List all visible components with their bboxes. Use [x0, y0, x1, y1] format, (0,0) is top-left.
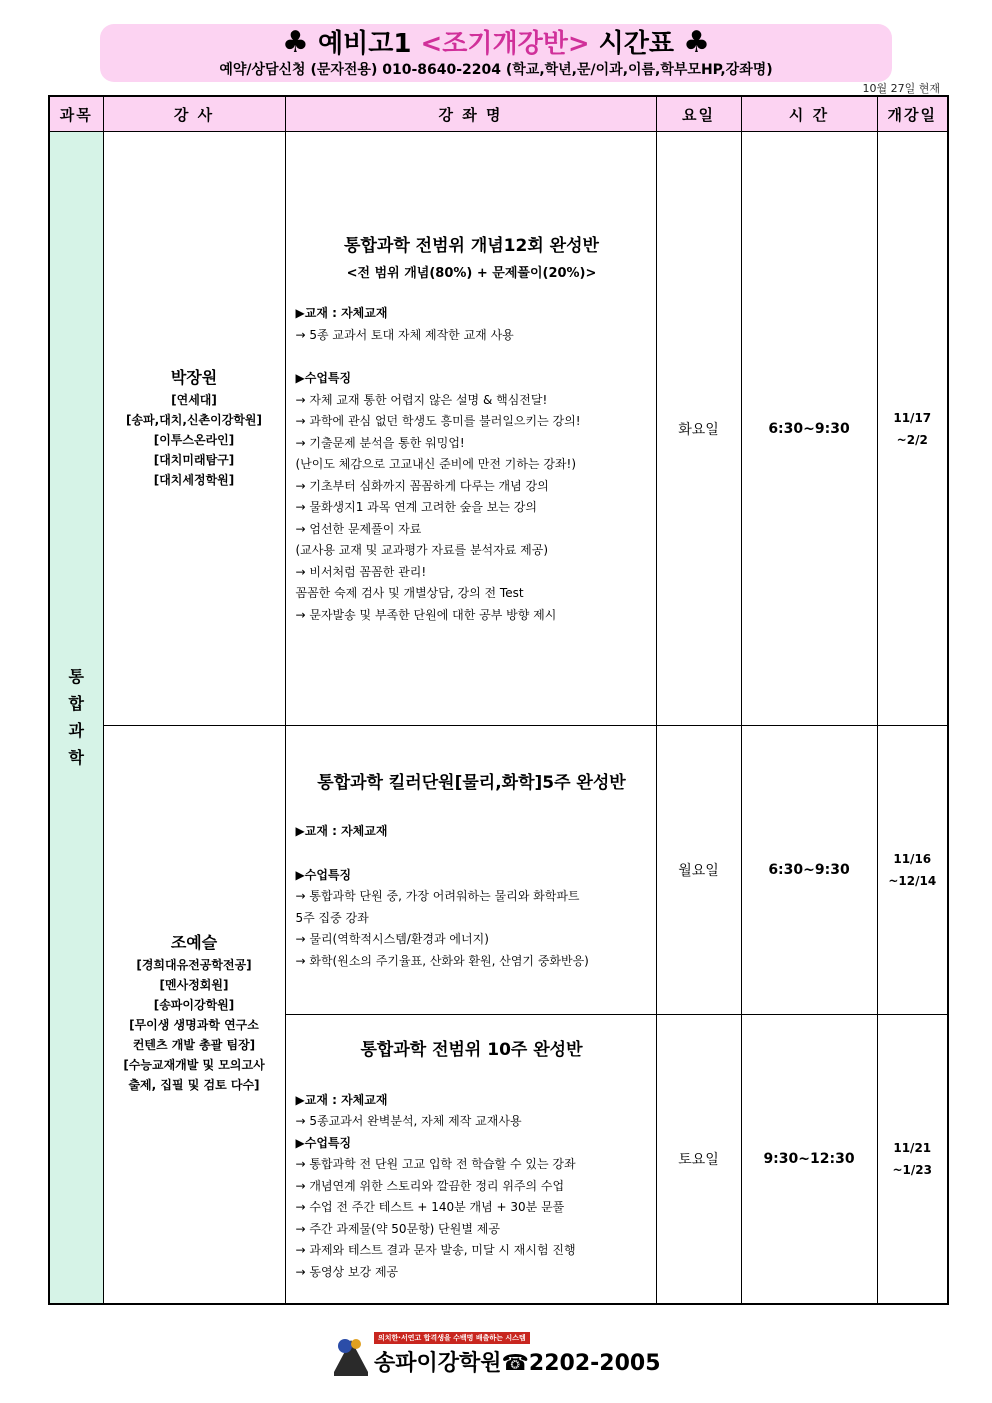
- course-cell: [285, 1015, 656, 1304]
- course-title: 통합과학 킬러단원[물리,화학]5주 완성반: [317, 773, 626, 793]
- teacher-cred: [대치미래탐구]: [153, 452, 235, 467]
- title-pre: 예비고1: [317, 29, 421, 59]
- course-detail-line: ▶수업특징: [295, 867, 352, 882]
- end-date: ~2/2: [896, 432, 928, 447]
- col-course: 강 좌 명: [285, 96, 656, 132]
- start-date: 11/21: [893, 1140, 932, 1155]
- teacher-cred: [송파,대치,신촌이강학원]: [125, 412, 262, 427]
- course-details: [296, 821, 648, 972]
- contact-line: 예약/상담신청 (문자전용) 010-8640-2204 (학교,학년,문/이과,이름,학부모HP,강좌명): [219, 62, 773, 78]
- course-detail-line: → 개념연계 위한 스토리와 깔끔한 정리 위주의 수업: [295, 1178, 565, 1193]
- start-cell: [877, 726, 948, 1015]
- slogan-badge: 의치한·서연고 합격생을 수백명 배출하는 시스템: [374, 1332, 530, 1344]
- course-detail-line: ▶교재 : 자체교재: [295, 306, 388, 320]
- teacher-cred: 출제, 집필 및 검토 다수]: [128, 1078, 260, 1093]
- club-icon: ♣: [683, 25, 710, 60]
- club-icon: ♣: [282, 25, 309, 60]
- start-date: 11/17: [893, 410, 932, 425]
- day-cell: 화요일: [656, 132, 741, 726]
- course-detail-line: → 수업 전 주간 테스트 + 140분 개념 + 30분 문풀: [295, 1200, 565, 1214]
- course-detail-line: → 엄선한 문제풀이 자료: [295, 521, 422, 536]
- course-detail-line: → 동영상 보강 제공: [295, 1264, 399, 1279]
- day-cell: 월요일: [656, 726, 741, 1015]
- teacher-cell: [103, 132, 285, 726]
- col-subject: 과목: [49, 96, 103, 132]
- table-row: [49, 132, 948, 726]
- start-cell: [877, 1015, 948, 1304]
- subject-char: 과: [68, 721, 84, 741]
- time-cell: 9:30~12:30: [741, 1015, 877, 1304]
- course-detail-line: → 화학(원소의 주기율표, 산화와 환원, 산염기 중화반응): [295, 953, 589, 968]
- subject-char: 통: [68, 667, 84, 687]
- teacher-cell: [103, 726, 285, 1304]
- teacher-cred: 컨텐츠 개발 총괄 팀장]: [132, 1038, 256, 1053]
- course-detail-line: → 기출문제 분석을 통한 워밍업!: [295, 435, 465, 450]
- start-cell: [877, 132, 948, 726]
- course-detail-line: (난이도 체감으로 고교내신 준비에 만전 기하는 강좌!): [295, 457, 576, 471]
- course-detail-line: → 5종 교과서 토대 자체 제작한 교재 사용: [295, 327, 514, 342]
- course-detail-line: → 과제와 테스트 결과 문자 발송, 미달 시 재시험 진행: [295, 1243, 576, 1257]
- teacher-cred: [무이생 생명과학 연구소: [129, 1018, 259, 1033]
- course-detail-line: → 5종교과서 완벽분석, 자체 제작 교재사용: [295, 1114, 522, 1128]
- day-cell: 토요일: [656, 1015, 741, 1304]
- col-time: 시 간: [741, 96, 877, 132]
- academy-name: [374, 1346, 661, 1377]
- course-detail-line: → 기초부터 심화까지 꼼꼼하게 다루는 개념 강의: [295, 478, 549, 493]
- course-title: 통합과학 전범위 10주 완성반: [360, 1039, 583, 1060]
- academy-logo-icon: [330, 1332, 372, 1378]
- course-detail-line: → 통합과학 단원 중, 가장 어려워하는 물리와 화학파트: [295, 889, 580, 903]
- teacher-name: 조예슬: [170, 933, 218, 953]
- teacher-cred: [연세대]: [171, 392, 217, 407]
- col-day: 요일: [656, 96, 741, 132]
- schedule-table: [48, 95, 949, 1305]
- table-row: [49, 726, 948, 1015]
- course-detail-line: → 비서처럼 꼼꼼한 관리!: [295, 564, 427, 579]
- course-detail-line: ▶교재 : 자체교재: [295, 1092, 388, 1107]
- course-detail-line: ▶수업특징: [295, 371, 352, 385]
- title-post: 시간표: [589, 29, 675, 59]
- course-detail-line: → 물화생지1 과목 연계 고려한 숲을 보는 강의: [295, 500, 537, 514]
- col-start: 개강일: [877, 96, 948, 132]
- course-detail-line: [296, 346, 648, 368]
- course-subtitle: <전 범위 개념(80%) + 문제풀이(20%)>: [346, 266, 597, 281]
- course-detail-line: 5주 집중 강좌: [295, 910, 369, 925]
- subject-char: 학: [68, 748, 84, 768]
- teacher-cred: [대치세정학원]: [153, 472, 235, 487]
- col-teacher: 강 사: [103, 96, 285, 132]
- subject-char: 합: [68, 694, 84, 714]
- course-detail-line: (교사용 교재 및 교과평가 자료를 분석자료 제공): [295, 543, 548, 557]
- teacher-cred: [멘사정회원]: [159, 978, 229, 993]
- course-detail-line: ▶교재 : 자체교재: [295, 824, 388, 838]
- course-cell: [285, 132, 656, 726]
- course-detail-line: 꼼꼼한 숙제 검사 및 개별상담, 강의 전 Test: [295, 586, 524, 600]
- course-detail-line: → 과학에 관심 없던 학생도 흥미를 불러일으키는 강의!: [295, 414, 581, 428]
- footer: [330, 1330, 670, 1380]
- teacher-cred: [경희대유전공학전공]: [136, 958, 252, 973]
- end-date: ~12/14: [888, 874, 937, 888]
- course-detail-line: → 주간 과제물(약 50문항) 단원별 제공: [295, 1221, 500, 1236]
- time-cell: 6:30~9:30: [741, 726, 877, 1015]
- time-cell: 6:30~9:30: [741, 132, 877, 726]
- course-detail-line: ▶수업특징: [295, 1135, 352, 1150]
- course-title: 통합과학 전범위 개념12회 완성반: [344, 236, 599, 256]
- course-detail-line: → 문자발송 및 부족한 단원에 대한 공부 방향 제시: [295, 607, 557, 622]
- teacher-name: 박장원: [170, 367, 218, 387]
- academy-phone: ☎2202-2005: [501, 1351, 661, 1376]
- teacher-cred: [이투스온라인]: [153, 432, 235, 447]
- teacher-cred: [수능교재개발 및 모의고사: [123, 1058, 265, 1073]
- course-detail-line: [296, 843, 648, 865]
- course-detail-line: → 물리(역학적시스템/환경과 에너지): [295, 932, 489, 946]
- header-row: [49, 96, 948, 132]
- course-detail-line: → 통합과학 전 단원 고교 입학 전 학습할 수 있는 강좌: [295, 1157, 576, 1171]
- end-date: ~1/23: [892, 1162, 932, 1177]
- course-details: [296, 303, 648, 626]
- course-cell: [285, 726, 656, 1015]
- course-details: [296, 1090, 648, 1284]
- start-date: 11/16: [893, 852, 932, 866]
- page-title: [100, 26, 892, 61]
- title-accent: <조기개강반>: [420, 29, 590, 59]
- course-detail-line: → 자체 교재 통한 어렵지 않은 설명 & 핵심전달!: [295, 392, 548, 407]
- as-of-date: 10월 27일 현재: [862, 82, 940, 95]
- title-banner: [100, 24, 892, 82]
- subject-cell: [49, 132, 103, 1304]
- teacher-cred: [송파이강학원]: [153, 998, 235, 1013]
- academy-title: 송파이강학원: [374, 1351, 502, 1376]
